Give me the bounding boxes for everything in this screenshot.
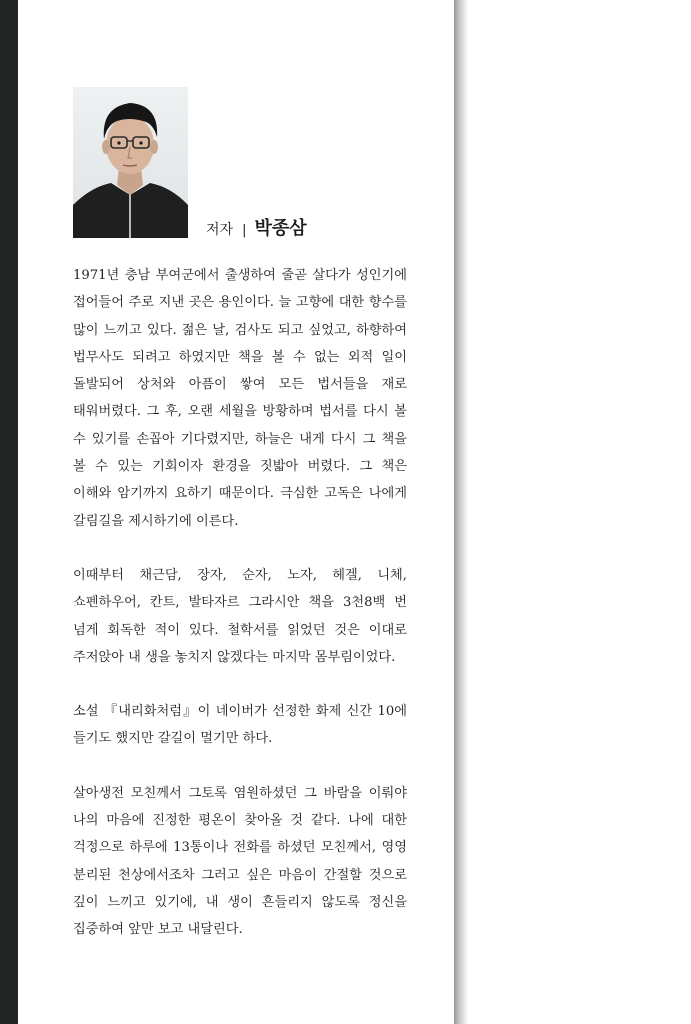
author-label: 저자 [206,222,234,238]
bio-paragraph-1: 1971년 충남 부여군에서 출생하여 줄곧 살다가 성인기에 접어들어 주로 지낸 곳은 용인이다. 늘 고향에 대한 향수를 많이 느끼고 있다. 젊은 날, 검사도 되고 싶었고, 하향하여 법무사도 되려고 하였지만 책을 볼 수 없는 외적 일이 돌발되어 상처와 아픔이 쌓여 모든 법서들을 재로 태워버렸다. 그 후, 오랜 세월을 방황하며 법서를 다시 볼 수 있기를 손꼽아 기다렸지만, 하늘은 내게 다시 그 책을 볼 수 있는 기회이자 환경을 짓밟아 버렸다. 그 책은 이해와 암기까지 요하기 때문이다. 극심한 고독은 나에게 갈림길을 제시하기에 이른다. [73,268,407,529]
author-heading [206,214,307,240]
bio-paragraph-4: 살아생전 모친께서 그토록 염원하셨던 그 바람을 이뤄야 나의 마음에 진정한 평온이 찾아올 것 같다. 나에 대한 걱정으로 하루에 13통이나 전화를 하셨던 모친께서, 영영 분리된 천상에서조차 그러고 싶은 마음이 간절할 것으로 깊이 느끼고 있기에, 내 생이 흔들리지 않도록 정신을 집중하여 앞만 보고 내달린다. [73,785,407,938]
background [468,0,691,1024]
page-edge-shadow [454,0,468,1024]
bio-paragraph-2: 이때부터 채근담, 장자, 순자, 노자, 헤겔, 니체, 쇼펜하우어, 칸트, 발타자르 그라시안 책을 3천8백 번 넘게 회독한 적이 있다. 철학서를 읽었던 것은 이대로 주저앉아 내 생을 놓치지 않겠다는 마지막 몸부림이었다. [73,567,407,665]
book-spine-edge [0,0,18,1024]
bio-paragraph-3: 소설 『내리화처럼』이 네이버가 선정한 화제 신간 10에 들기도 했지만 갈길이 멀기만 하다. [73,704,407,747]
author-biography [73,262,407,944]
author-name: 박종삼 [254,218,307,239]
author-separator: | [242,223,247,238]
author-photo [73,87,188,238]
